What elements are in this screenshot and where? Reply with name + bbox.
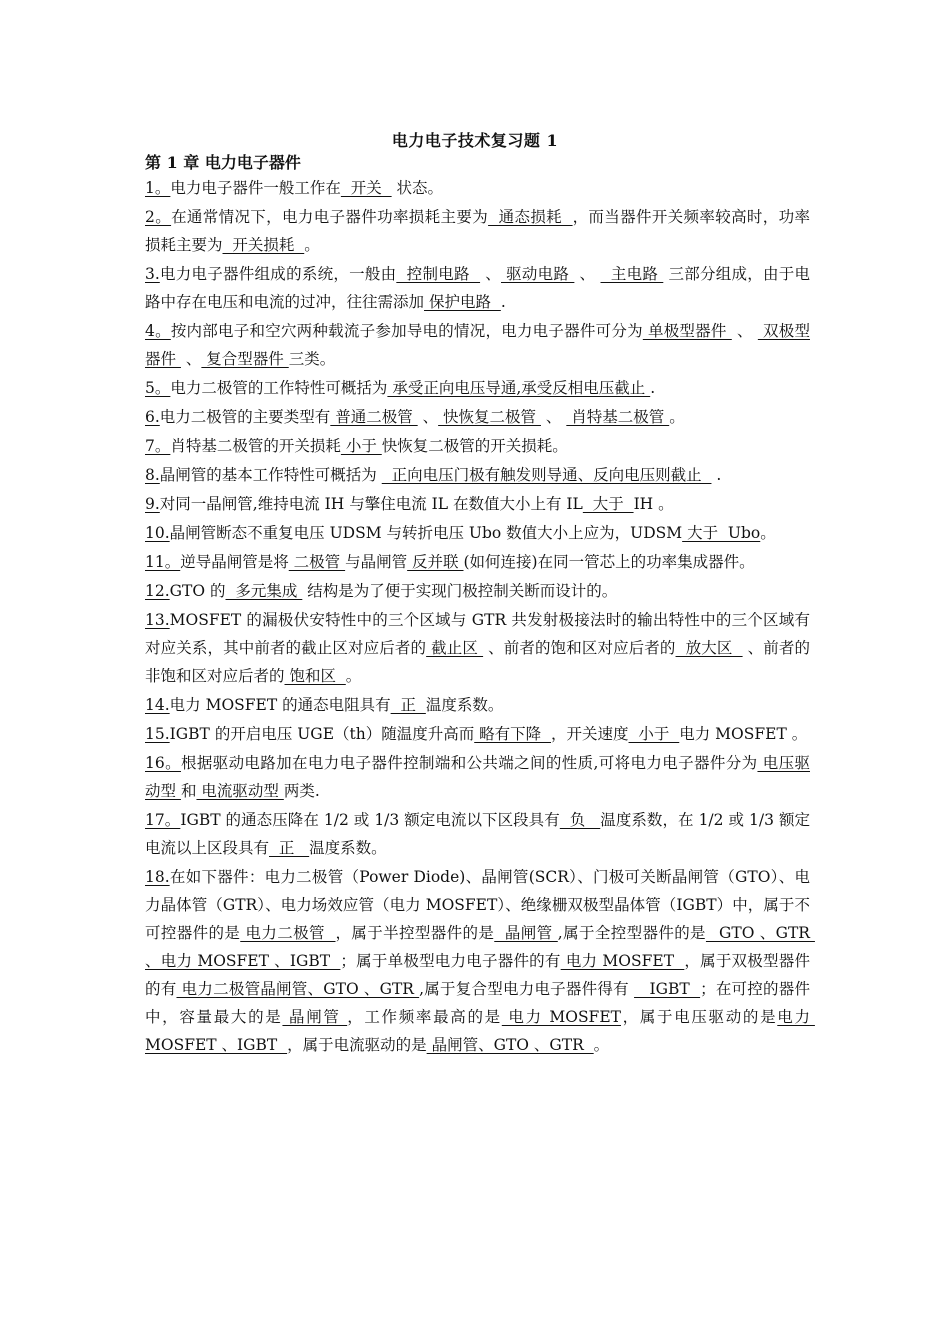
question-text: 。	[669, 408, 685, 426]
question-text: 与晶闸管	[345, 553, 408, 571]
question-number: 18.	[145, 868, 170, 886]
question-text: 状态。	[391, 179, 444, 197]
question-text: 。	[304, 236, 320, 254]
answer-blank: 晶闸管	[282, 1008, 348, 1026]
question-text: ，属于电流驱动的是	[287, 1036, 427, 1054]
answer-blank: 单极型器件	[642, 322, 732, 340]
question-text: 两类.	[283, 782, 320, 800]
question-number: 6.	[145, 408, 160, 426]
question-number: 4。	[145, 322, 171, 340]
answer-blank: 开关损耗	[222, 236, 305, 254]
answer-blank: 电力 MOSFET	[560, 952, 685, 970]
answer-blank: 小于	[340, 437, 382, 455]
question-text: 、	[180, 350, 202, 368]
question-item	[145, 260, 810, 316]
answer-blank: 肖特基二极管	[566, 408, 670, 426]
answer-blank: 大于 Ubo	[682, 524, 761, 542]
question-number: 15.	[145, 725, 170, 743]
question-item	[145, 203, 810, 259]
question-text: IH 。	[633, 495, 674, 513]
answer-blank: 多元集成	[225, 582, 303, 600]
question-number: 1。	[145, 179, 171, 197]
question-number: 14.	[145, 696, 170, 714]
answer-blank: 复合型器件	[201, 350, 289, 368]
question-text: ，属于电压驱动的是	[620, 1008, 778, 1026]
answer-blank: 正向电压门极有触发则导通、反向电压则截止	[381, 466, 712, 484]
question-text: ；属于单极型电力电子器件的有	[340, 952, 561, 970]
question-item	[145, 519, 810, 547]
answer-blank: 电力 MOSFET 、IGBT	[145, 1008, 815, 1054]
question-text: 电力 MOSFET 的通态电阻具有	[169, 696, 391, 714]
question-text: 。	[345, 667, 362, 685]
question-text: .	[650, 379, 656, 397]
answer-blank: 晶闸管	[494, 924, 558, 942]
answer-blank: 承受正向电压导通,承受反相电压截止	[387, 379, 651, 397]
question-text: 、	[731, 322, 758, 340]
question-number: 17。	[145, 811, 181, 829]
question-item	[145, 174, 810, 202]
question-text: ，属于双极型器件的有	[145, 952, 810, 998]
answer-blank: 主电路	[600, 265, 664, 283]
question-text: (如何连接)在同一管芯上的功率集成器件。	[463, 553, 755, 571]
question-text: 、	[480, 265, 501, 283]
answer-blank: 大于	[582, 495, 634, 513]
question-text: 、	[574, 265, 601, 283]
question-text: 三部分组成，由于电路中存在电压和电流的过冲，往往需添加	[145, 265, 810, 311]
question-number: 7。	[145, 437, 171, 455]
answer-blank: 截止区	[426, 639, 484, 657]
question-item	[145, 490, 810, 518]
question-text: 电力 MOSFET 。	[679, 725, 808, 743]
question-number: 3.	[145, 265, 160, 283]
question-text: 晶闸管断态不重复电压 UDSM 与转折电压 Ubo 数值大小上应为，UDSM	[169, 524, 683, 542]
question-text: 肖特基二极管的开关损耗	[170, 437, 341, 455]
answer-blank: 反并联	[407, 553, 464, 571]
question-item	[145, 863, 815, 1059]
question-text: GTO 的	[169, 582, 226, 600]
question-item	[145, 374, 810, 402]
question-text: 在如下器件：电力二极管（Power Diode)、晶闸管(SCR）、门极可关断晶闸管（GTO）、电力晶体管（GTR）、电力场效应管（电力 MOSFET）、绝缘栅双极型晶体管（IGBT）中，属于不可控器件的是	[145, 868, 810, 942]
question-number: 16。	[145, 754, 181, 772]
answer-blank: 电力二极管晶闸管、GTO 、GTR	[176, 980, 420, 998]
question-number: 11。	[145, 553, 181, 571]
chapter-heading: 第 1 章 电力电子器件	[145, 153, 301, 172]
answer-blank: 放大区	[675, 639, 743, 657]
document-title: 电力电子技术复习题 1	[391, 131, 559, 150]
question-text: ,属于全控型器件的是	[557, 924, 706, 942]
answer-blank: 开关	[340, 179, 392, 197]
answer-blank: 电流驱动型	[196, 782, 284, 800]
question-item	[145, 577, 810, 605]
question-number: 2。	[145, 208, 172, 226]
answer-blank: 驱动电路	[501, 265, 575, 283]
question-text: 晶闸管的基本工作特性可概括为	[159, 466, 382, 484]
answer-blank: 双极型器件	[145, 322, 810, 368]
answer-blank: 晶闸管、GTO 、GTR	[426, 1036, 594, 1054]
question-text: 在通常情况下，电力电子器件功率损耗主要为	[171, 208, 489, 226]
answer-blank: 快恢复二极管	[438, 408, 541, 426]
question-text: IGBT 的通态压降在 1/2 或 1/3 额定电流以下区段具有	[180, 811, 560, 829]
answer-blank: 负	[559, 811, 601, 829]
question-text: 按内部电子和空穴两种载流子参加导电的情况，电力电子器件可分为	[170, 322, 643, 340]
question-text: IGBT 的开启电压 UGE（th）随温度升高而	[169, 725, 475, 743]
answer-blank: 普通二极管	[330, 408, 418, 426]
question-text: 。	[760, 524, 776, 542]
question-number: 13.	[145, 611, 170, 629]
answer-blank: 电压驱动型	[145, 754, 810, 800]
question-text: 电力二极管的工作特性可概括为	[170, 379, 388, 397]
answer-blank: 二极管	[288, 553, 346, 571]
question-item	[145, 720, 810, 748]
question-number: 8.	[145, 466, 160, 484]
answer-blank: _ GTO 、GTR 、电力 MOSFET 、IGBT	[145, 924, 815, 970]
question-text: 根据驱动电路加在电力电子器件控制端和公共端之间的性质,可将电力电子器件分为	[180, 754, 758, 772]
question-number: 12.	[145, 582, 170, 600]
question-text: .	[711, 466, 722, 484]
question-text: 对同一晶闸管,维持电流 IH 与擎住电流 IL 在数值大小上有 IL	[159, 495, 583, 513]
answer-blank: 饱和区	[284, 667, 346, 685]
answer-blank: 控制电路	[396, 265, 481, 283]
question-text: 结构是为了便于实现门极控制关断而设计的。	[302, 582, 618, 600]
question-text: 、	[417, 408, 439, 426]
answer-blank: 略有下降	[474, 725, 552, 743]
question-text: .	[500, 293, 506, 311]
question-number: 9.	[145, 495, 160, 513]
question-item	[145, 317, 810, 373]
question-text: ，开关速度	[551, 725, 629, 743]
question-number: 10.	[145, 524, 170, 542]
question-item	[145, 548, 810, 576]
answer-blank: 小于	[628, 725, 680, 743]
question-number: 5。	[145, 379, 171, 397]
question-item	[145, 691, 810, 719]
question-item	[145, 461, 810, 489]
question-item	[145, 606, 810, 690]
question-text: 电力电子器件一般工作在	[170, 179, 341, 197]
question-text: ，而当器件开关频率较高时，功率损耗主要为	[145, 208, 810, 254]
question-text: ，属于半控型器件的是	[335, 924, 495, 942]
question-item	[145, 749, 810, 805]
question-text: 温度系数。	[309, 839, 387, 857]
question-text: ，工作频率最高的是	[347, 1008, 502, 1026]
answer-blank: 保护电路	[424, 293, 501, 311]
question-item	[145, 403, 810, 431]
question-text: 、	[540, 408, 567, 426]
question-text: 电力电子器件组成的系统，一般由	[159, 265, 397, 283]
question-text: 、前者的饱和区对应后者的	[483, 639, 676, 657]
answer-blank: 正	[390, 696, 426, 714]
question-text: 温度系数，在 1/2 或 1/3 额定电流以上区段具有	[145, 811, 811, 857]
question-text: ,属于复合型电力电子器件得有	[419, 980, 635, 998]
question-text: ；在可控的器件中，容量最大的是	[145, 980, 810, 1026]
question-text: MOSFET 的漏极伏安特性中的三个区域与 GTR 共发射极接法时的输出特性中的三个区域有对应关系，其中前者的截止区对应后者的	[145, 611, 810, 657]
question-text: 温度系数。	[425, 696, 504, 714]
answer-blank: 电力二极管	[240, 924, 336, 942]
answer-blank: 通态损耗	[488, 208, 573, 226]
question-text: 快恢复二极管的开关损耗。	[381, 437, 568, 455]
question-text: 。	[593, 1036, 610, 1054]
question-text: 和	[180, 782, 197, 800]
answer-blank: IGBT	[634, 980, 701, 998]
answer-blank: 正	[269, 839, 310, 857]
question-item	[145, 432, 810, 460]
question-item	[145, 806, 810, 862]
question-text: 三类。	[288, 350, 336, 368]
question-text: 电力二极管的主要类型有	[159, 408, 331, 426]
question-text: 逆导晶闸管是将	[180, 553, 289, 571]
question-text: 、前者的非饱和区对应后者的	[145, 639, 810, 685]
question-list	[145, 174, 815, 1060]
answer-blank: 电力 MOSFET	[501, 1008, 621, 1026]
